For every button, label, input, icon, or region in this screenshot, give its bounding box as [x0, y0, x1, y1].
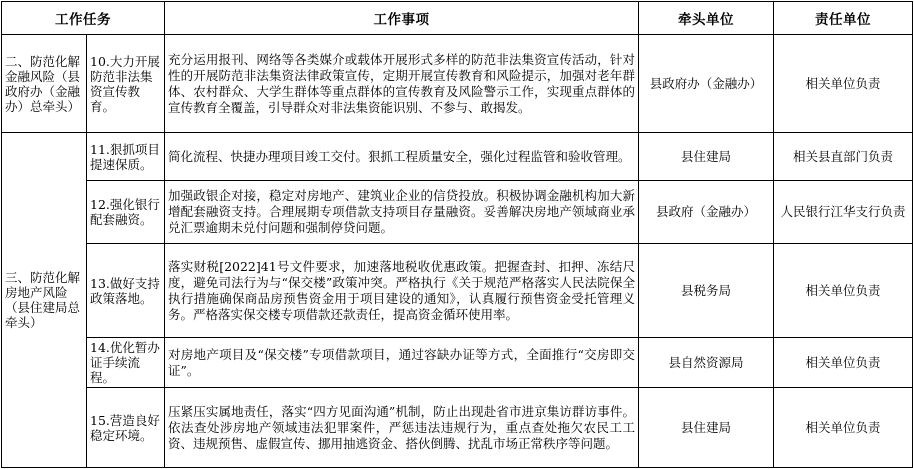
matter-cell: 充分运用报刊、网络等各类媒介或载体开展形式多样的防范非法集资宣传活动，针对性的开展防范非法集资法律政策宣传，定期开展宣传教育和风险提示，加强对老年群体、农村群众、大学生群体等重点群体的宣传教育及风险警示工作，实现重点群体的宣传教育全覆盖，引导群众对非法集资能识别、不参与、敢揭发。	[165, 35, 639, 133]
category-cell: 三、防范化解房地产风险（县住建局总牵头）	[2, 133, 87, 468]
task-cell: 12.强化银行配套融资。	[87, 181, 165, 244]
matter-cell: 加强政银企对接，稳定对房地产、建筑业企业的信贷投放。积极协调金融机构加大新增配套融资支持。合理展期专项借款支持项目存量融资。妥善解决房地产领域商业承兑汇票逾期未兑付问题和强制停贷问题。	[165, 181, 639, 244]
task-cell: 15.营造良好稳定环境。	[87, 388, 165, 468]
lead-unit-cell: 县住建局	[639, 133, 774, 181]
responsible-unit-cell: 相关单位负责	[774, 244, 913, 338]
responsible-unit-cell: 相关单位负责	[774, 338, 913, 388]
lead-unit-cell: 县住建局	[639, 388, 774, 468]
lead-unit-cell: 县政府（金融办）	[639, 181, 774, 244]
responsible-unit-cell: 相关单位负责	[774, 388, 913, 468]
lead-unit-cell: 县税务局	[639, 244, 774, 338]
matter-cell: 落实财税[2022]41号文件要求，加速落地税收优惠政策。把握查封、扣押、冻结尺度，避免司法行为与“保交楼”政策冲突。严格执行《关于规范严格落实人民法院保全执行措施确保商品房预售资金用于项目建设的通知》，认真履行预售资金受托管理义务。严格落实保交楼专项借款还款责任，提高资金循环使用率。	[165, 244, 639, 338]
table-row	[2, 338, 913, 388]
task-cell: 11.狠抓项目提速保质。	[87, 133, 165, 181]
responsible-unit-cell: 相关县直部门负责	[774, 133, 913, 181]
category-cell: 二、防范化解金融风险（县政府办（金融办）总牵头）	[2, 35, 87, 133]
matter-cell: 简化流程、快捷办理项目竣工交付。狠抓工程质量安全，强化过程监管和验收管理。	[165, 133, 639, 181]
table-row	[2, 388, 913, 468]
task-cell: 13.做好支持政策落地。	[87, 244, 165, 338]
header-matter: 工作事项	[165, 2, 639, 35]
table-row	[2, 244, 913, 338]
lead-unit-cell: 县自然资源局	[639, 338, 774, 388]
lead-unit-cell: 县政府办（金融办）	[639, 35, 774, 133]
responsible-unit-cell: 人民银行江华支行负责	[774, 181, 913, 244]
table-row	[2, 35, 913, 133]
matter-cell: 对房地产项目及“保交楼”专项借款项目，通过容缺办证等方式，全面推行“交房即交证”。	[165, 338, 639, 388]
work-task-table	[1, 1, 913, 468]
header-responsible-unit: 责任单位	[774, 2, 913, 35]
header-row	[2, 2, 913, 35]
header-lead-unit: 牵头单位	[639, 2, 774, 35]
matter-cell: 压紧压实属地责任，落实“四方见面沟通”机制，防止出现赴省市进京集访群访事件。依法查处涉房地产领域违法犯罪案件，严惩违法违规行为，重点查处拖欠农民工工资、违规预售、虚假宣传、挪用抽逃资金、搭伙倒腾、扰乱市场正常秩序等问题。	[165, 388, 639, 468]
task-cell: 10.大力开展防范非法集资宣传教育。	[87, 35, 165, 133]
table-row	[2, 181, 913, 244]
task-cell: 14.优化暂办证手续流程。	[87, 338, 165, 388]
table-row	[2, 133, 913, 181]
responsible-unit-cell: 相关单位负责	[774, 35, 913, 133]
header-task: 工作任务	[2, 2, 165, 35]
